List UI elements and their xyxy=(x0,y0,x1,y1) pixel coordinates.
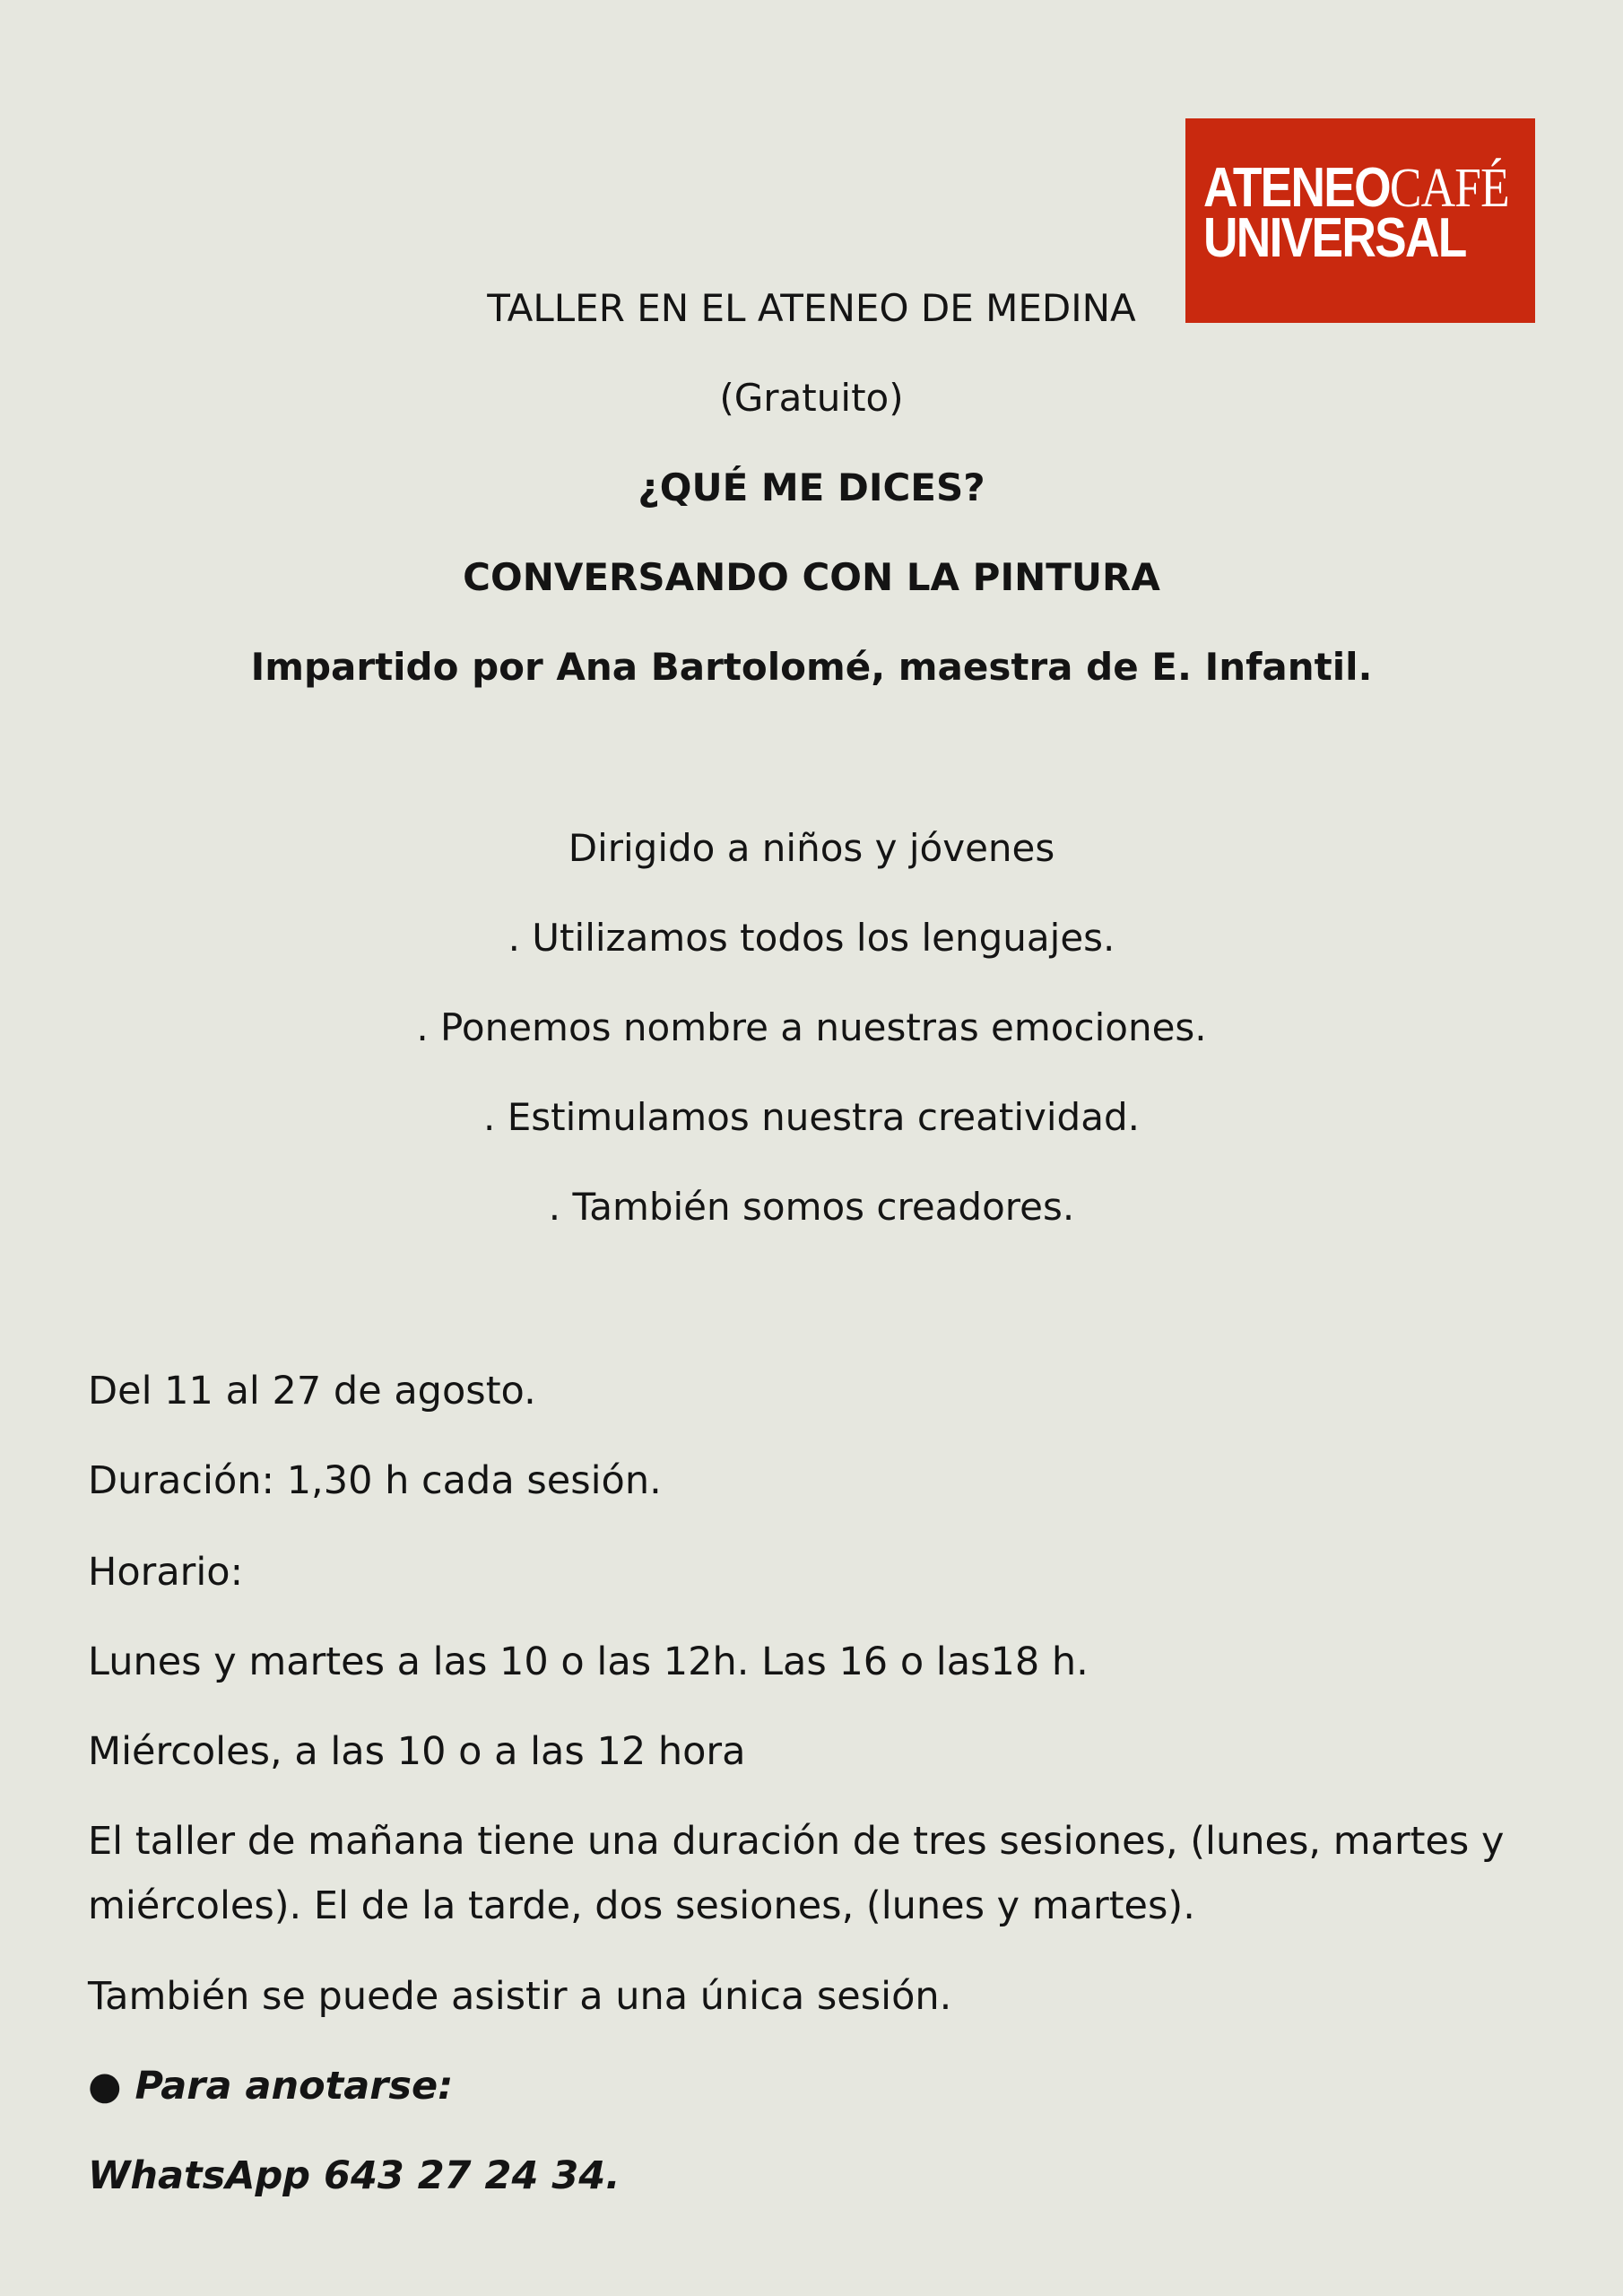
schedule-mon-tue: Lunes y martes a las 10 o las 12h. Las 16 o las18 h. xyxy=(88,1639,1089,1684)
single-session-note: También se puede asistir a una única sesión. xyxy=(88,1974,952,2019)
instructor-line: Impartido por Ana Bartolomé, maestra de E. Infantil. xyxy=(250,645,1373,689)
audience-point: . Estimulamos nuestra creatividad. xyxy=(483,1095,1140,1139)
audience-point: . Ponemos nombre a nuestras emociones. xyxy=(416,1005,1207,1049)
workshop-subtitle: CONVERSANDO CON LA PINTURA xyxy=(463,555,1160,599)
whatsapp-contact: WhatsApp 643 27 24 34. xyxy=(88,2153,621,2198)
price-note: (Gratuito) xyxy=(719,376,904,420)
schedule-label: Horario: xyxy=(88,1550,244,1595)
logo-line-1 xyxy=(1203,157,1509,219)
logo-ateneo-text: ATENEO xyxy=(1203,157,1390,219)
workshop-question: ¿QUÉ ME DICES? xyxy=(638,465,985,509)
sessions-note: El taller de mañana tiene una duración de tres sesiones, (lunes, martes y miércoles). El de la tarde, dos sesiones, (lunes y martes). xyxy=(88,1819,1505,1928)
audience-point: . También somos creadores. xyxy=(548,1185,1075,1229)
audience-point: . Utilizamos todos los lenguajes. xyxy=(508,916,1115,960)
logo-cafe-text: CAFÉ xyxy=(1389,158,1509,219)
workshop-title: TALLER EN EL ATENEO DE MEDINA xyxy=(487,286,1136,330)
dates-line: Del 11 al 27 de agosto. xyxy=(88,1369,536,1413)
audience-target: Dirigido a niños y jóvenes xyxy=(568,826,1055,870)
logo-line-2: UNIVERSAL xyxy=(1203,207,1466,269)
schedule-wed: Miércoles, a las 10 o a las 12 hora xyxy=(88,1729,746,1774)
signup-label: ● Para anotarse: xyxy=(88,2064,454,2109)
duration-line: Duración: 1,30 h cada sesión. xyxy=(88,1458,662,1503)
